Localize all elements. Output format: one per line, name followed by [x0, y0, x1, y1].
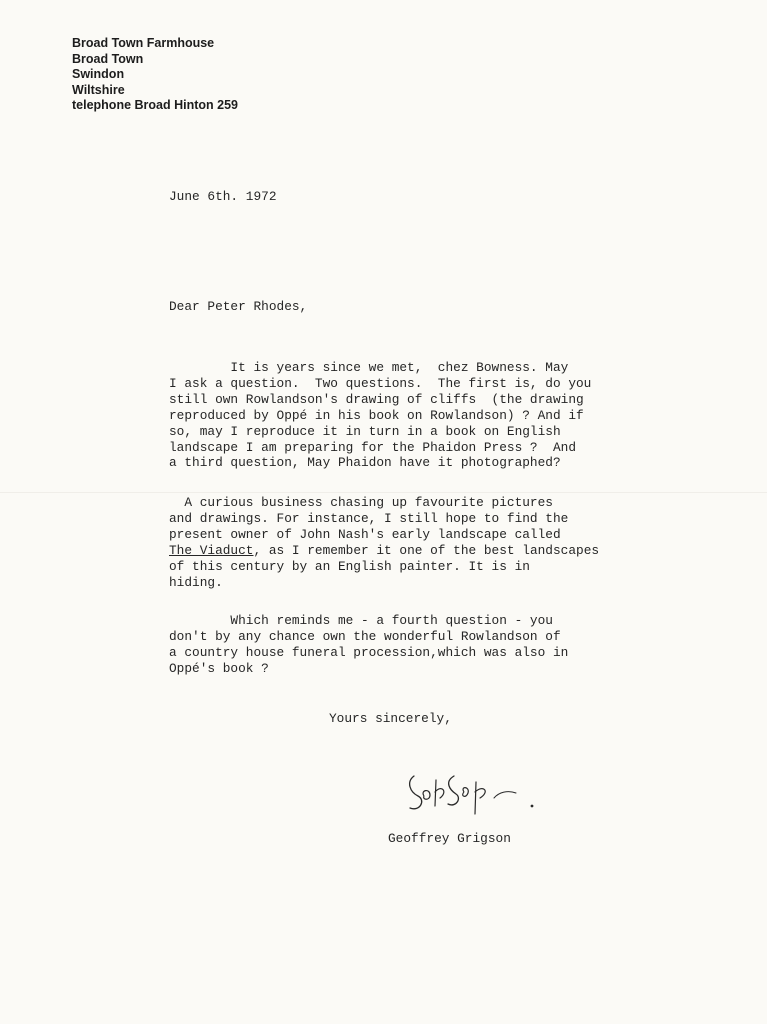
letterhead-line: Broad Town Farmhouse [72, 36, 215, 50]
closing: Yours sincerely, [329, 711, 452, 726]
text-line: It is years since we met, chez Bowness. May [169, 360, 569, 375]
text-line: I ask a question. Two questions. The first is, do you [169, 375, 592, 391]
painting-title: The Viaduct [169, 542, 254, 558]
text-line: Oppé's book ? [169, 660, 269, 676]
letterhead-line: Swindon [72, 67, 125, 82]
letterhead-address [72, 36, 238, 114]
letterhead-line: Broad Town [72, 51, 144, 66]
handwritten-signature [404, 762, 554, 822]
paragraph-2 [169, 495, 599, 590]
text-line: and drawings. For instance, I still hope to find the [169, 510, 569, 526]
text-line: of this century by an English painter. It is in [169, 558, 530, 574]
paragraph-1 [169, 360, 591, 471]
text-line: landscape I am preparing for the Phaidon Press ? And [169, 439, 577, 455]
letterhead-line: telephone Broad Hinton 259 [72, 98, 238, 113]
text-line: a country house funeral procession,which was also in [169, 644, 569, 660]
letterhead-line: Wiltshire [72, 82, 125, 97]
text-line: A curious business chasing up favourite pictures [169, 495, 553, 510]
paragraph-3 [169, 613, 568, 677]
text-line: hiding. [169, 574, 223, 590]
text-line: reproduced by Oppé in his book on Rowlandson) ? And if [169, 407, 584, 423]
text-line: still own Rowlandson's drawing of cliffs (the drawing [169, 391, 584, 407]
letter-date: June 6th. 1972 [169, 189, 277, 204]
text-line: don't by any chance own the wonderful Rowlandson of [169, 628, 561, 644]
text-line: so, may I reproduce it in turn in a book on English [169, 423, 561, 439]
text-line: , as I remember it one of the best landscapes [253, 542, 600, 558]
paper-fold-line [0, 492, 767, 493]
salutation: Dear Peter Rhodes, [169, 299, 308, 314]
signer-name: Geoffrey Grigson [388, 831, 511, 846]
text-line: a third question, May Phaidon have it photographed? [169, 455, 561, 471]
text-line: present owner of John Nash's early landscape called [169, 526, 561, 542]
text-line: Which reminds me - a fourth question - you [169, 613, 553, 628]
